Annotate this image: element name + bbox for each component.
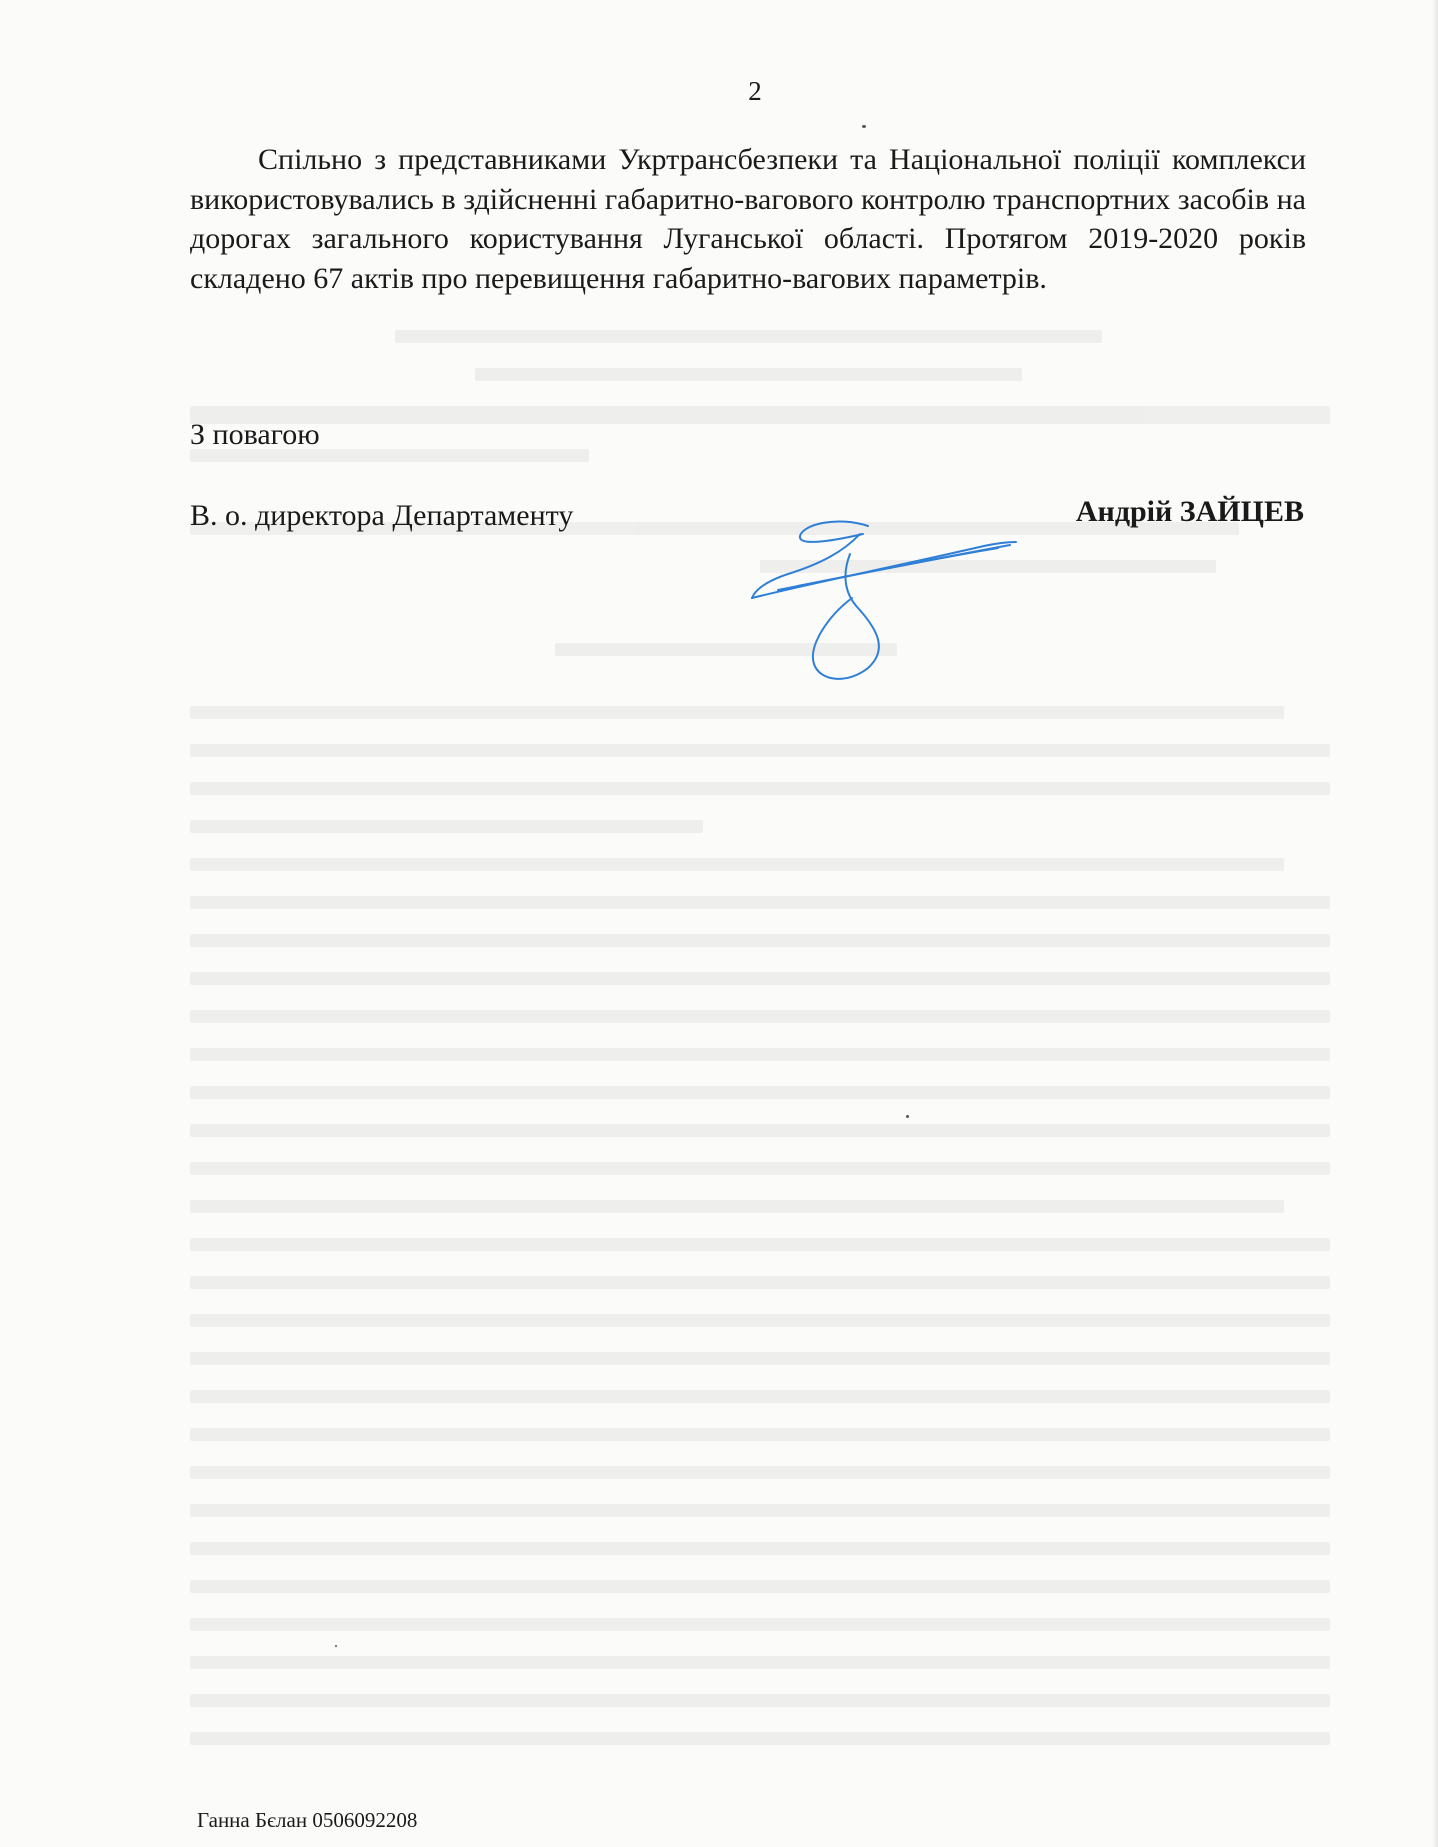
handwritten-signature bbox=[748, 512, 1028, 682]
signer-name: Андрій ЗАЙЦЕВ bbox=[1075, 495, 1304, 528]
closing-phrase: З повагою bbox=[190, 418, 320, 451]
executor-contact: Ганна Бєлан 0506092208 bbox=[197, 1808, 418, 1832]
page-number: 2 bbox=[748, 76, 762, 106]
paper-edge-shadow bbox=[1432, 0, 1438, 1847]
signer-position: В. о. директора Департаменту bbox=[190, 499, 574, 532]
paper-speck bbox=[906, 1115, 909, 1118]
paper-speck bbox=[335, 1645, 337, 1647]
body-paragraph: Спільно з представниками Укртрансбезпеки та Національної поліції комплекси використовувались в здійсненні габаритно-вагового контролю транспортних засобів на дорогах загального користування Луганської області. Протягом 2019-2020 років складено 67 актів про перевищення габаритно-вагових параметрів. bbox=[190, 143, 1306, 295]
paper-speck bbox=[862, 125, 866, 128]
